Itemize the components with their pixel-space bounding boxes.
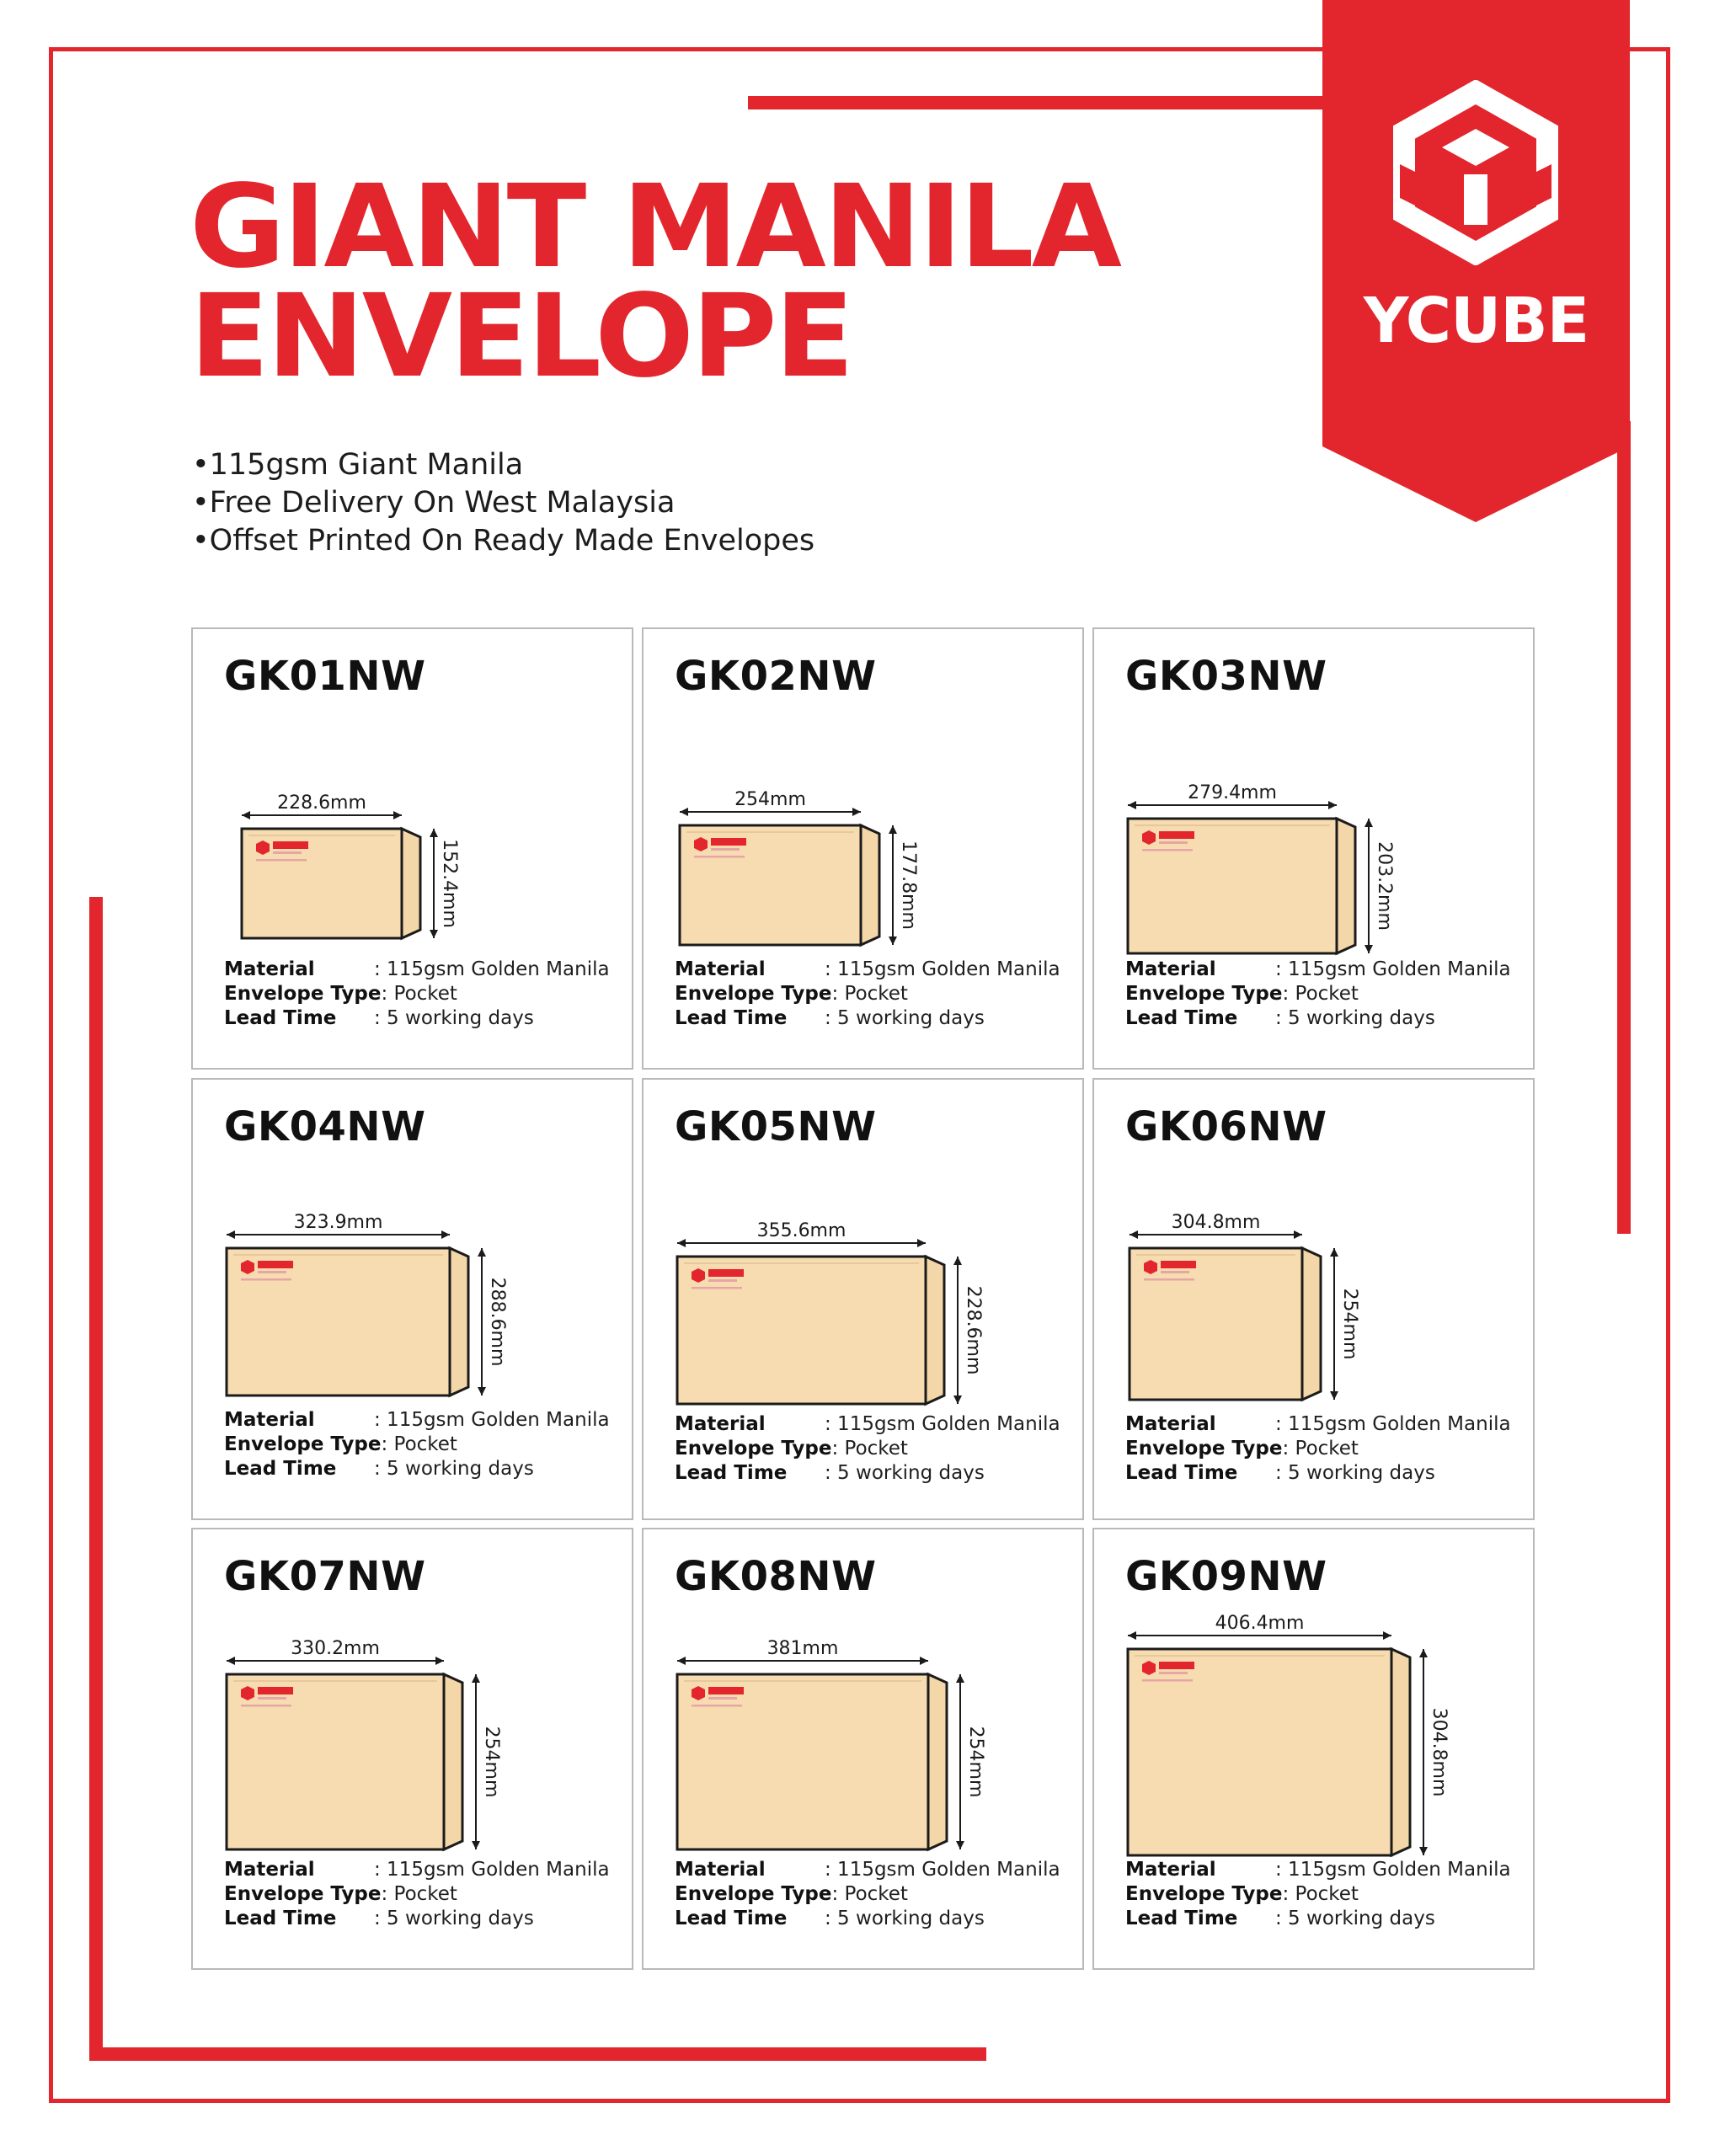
width-label: 254mm [734, 789, 806, 810]
page-title [190, 161, 1120, 403]
right-accent-bar [1617, 421, 1631, 1234]
spec-lead-time [224, 1457, 620, 1481]
spec-list [1125, 1412, 1521, 1486]
spec-value: : Pocket [1282, 983, 1359, 1005]
product-card [642, 627, 1084, 1070]
spec-value: : 5 working days [374, 1458, 534, 1480]
spec-value: : 115gsm Golden Manila [825, 1859, 1060, 1881]
spec-envelope-type [224, 1882, 620, 1907]
spec-list [675, 1412, 1071, 1486]
spec-envelope-type [1125, 1437, 1521, 1461]
envelope-body [227, 1674, 444, 1849]
height-dimension-line [430, 829, 438, 938]
spec-label: Material [224, 958, 315, 980]
spec-material [675, 958, 1071, 982]
feature-item: •Free Delivery On West Malaysia [192, 486, 676, 520]
spec-label: Material [224, 1859, 315, 1881]
height-label: 203.2mm [1374, 841, 1395, 931]
spec-label: Envelope Type [224, 1433, 382, 1455]
spec-value: : 5 working days [374, 1007, 534, 1029]
envelope-flap [1302, 1248, 1321, 1400]
height-dimension-line [956, 1674, 964, 1849]
spec-value: : 115gsm Golden Manila [1275, 1859, 1511, 1881]
height-label: 254mm [1339, 1288, 1360, 1360]
spec-label: Envelope Type [675, 983, 832, 1005]
spec-lead-time [224, 1907, 620, 1931]
width-label: 279.4mm [1188, 782, 1277, 803]
spec-label: Lead Time [675, 1007, 788, 1029]
spec-lead-time [1125, 1907, 1521, 1931]
spec-label: Material [1125, 958, 1216, 980]
width-label: 330.2mm [291, 1638, 380, 1659]
product-card [1092, 1528, 1535, 1970]
envelope-flap [926, 1257, 944, 1404]
height-label: 288.6mm [487, 1277, 508, 1367]
spec-label: Lead Time [224, 1458, 337, 1480]
spec-label: Material [675, 1859, 766, 1881]
envelope-flap [444, 1674, 462, 1849]
spec-label: Envelope Type [224, 983, 382, 1005]
height-label: 177.8mm [898, 841, 919, 930]
envelope-flap [1337, 819, 1355, 953]
spec-value: : Pocket [831, 1883, 908, 1905]
spec-envelope-type [1125, 1882, 1521, 1907]
brand-logo-panel [1322, 0, 1630, 522]
spec-value: : 115gsm Golden Manila [825, 1413, 1060, 1435]
spec-value: : 115gsm Golden Manila [1275, 958, 1511, 980]
spec-material [1125, 1412, 1521, 1437]
spec-label: Envelope Type [675, 1438, 832, 1460]
envelope-flap [450, 1248, 468, 1396]
spec-label: Lead Time [1125, 1908, 1238, 1929]
product-card [642, 1078, 1084, 1520]
spec-value: : 115gsm Golden Manila [374, 958, 610, 980]
product-card [642, 1528, 1084, 1970]
spec-envelope-type [675, 982, 1071, 1006]
feature-item: •Offset Printed On Ready Made Envelopes [192, 524, 815, 558]
spec-label: Envelope Type [224, 1883, 382, 1905]
spec-lead-time [675, 1461, 1071, 1486]
spec-label: Lead Time [224, 1908, 337, 1929]
spec-value: : 5 working days [825, 1908, 985, 1929]
spec-list [675, 1858, 1071, 1931]
spec-envelope-type [1125, 982, 1521, 1006]
product-code: GK01NW [224, 653, 426, 700]
product-card [191, 1528, 633, 1970]
width-label: 381mm [766, 1638, 839, 1659]
spec-envelope-type [224, 982, 620, 1006]
spec-list [224, 958, 620, 1031]
spec-value: : 5 working days [374, 1908, 534, 1929]
product-code: GK02NW [675, 653, 877, 700]
spec-label: Envelope Type [675, 1883, 832, 1905]
product-code: GK04NW [224, 1103, 426, 1150]
spec-value: : 115gsm Golden Manila [374, 1409, 610, 1431]
spec-lead-time [224, 1006, 620, 1031]
ycube-cube-icon [1383, 80, 1568, 265]
product-code: GK07NW [224, 1553, 426, 1600]
height-dimension-line [953, 1257, 962, 1404]
spec-lead-time [675, 1907, 1071, 1931]
width-label: 228.6mm [277, 792, 366, 814]
spec-list [224, 1858, 620, 1931]
height-label: 254mm [481, 1726, 502, 1798]
height-label: 228.6mm [963, 1285, 984, 1375]
spec-envelope-type [675, 1437, 1071, 1461]
spec-material [1125, 1858, 1521, 1882]
spec-lead-time [675, 1006, 1071, 1031]
height-label: 152.4mm [439, 839, 460, 928]
envelope-body [227, 1248, 450, 1396]
envelope-body [677, 1257, 926, 1404]
spec-value: : Pocket [1282, 1883, 1359, 1905]
spec-material [224, 1858, 620, 1882]
top-accent-bar [748, 96, 1338, 109]
spec-value: : Pocket [831, 983, 908, 1005]
spec-value: : Pocket [381, 1883, 457, 1905]
spec-lead-time [1125, 1461, 1521, 1486]
height-dimension-line [478, 1248, 486, 1396]
spec-label: Material [1125, 1413, 1216, 1435]
spec-material [224, 958, 620, 982]
product-code: GK08NW [675, 1553, 877, 1600]
spec-label: Material [675, 958, 766, 980]
spec-material [675, 1412, 1071, 1437]
spec-value: : 5 working days [825, 1007, 985, 1029]
width-label: 323.9mm [293, 1212, 383, 1233]
spec-label: Lead Time [675, 1908, 788, 1929]
spec-value: : 5 working days [1275, 1908, 1435, 1929]
spec-value: : 5 working days [1275, 1007, 1435, 1029]
width-label: 406.4mm [1215, 1613, 1305, 1634]
spec-lead-time [1125, 1006, 1521, 1031]
product-card [1092, 1078, 1535, 1520]
spec-label: Lead Time [1125, 1007, 1238, 1029]
left-accent-bar [89, 897, 103, 2061]
spec-label: Lead Time [224, 1007, 337, 1029]
envelope-flap [1391, 1649, 1410, 1855]
spec-label: Lead Time [1125, 1462, 1238, 1484]
spec-list [1125, 1858, 1521, 1931]
height-dimension-line [1330, 1248, 1338, 1400]
height-label: 304.8mm [1429, 1707, 1450, 1797]
height-dimension-line [889, 825, 897, 945]
spec-material [1125, 958, 1521, 982]
title-line-2: ENVELOPE [190, 270, 852, 403]
product-card [191, 627, 633, 1070]
spec-label: Lead Time [675, 1462, 788, 1484]
product-code: GK03NW [1125, 653, 1327, 700]
spec-label: Material [1125, 1859, 1216, 1881]
height-dimension-line [472, 1674, 480, 1849]
title-line-1: GIANT MANILA [190, 161, 1120, 294]
spec-value: : 115gsm Golden Manila [825, 958, 1060, 980]
height-label: 254mm [965, 1726, 986, 1798]
height-dimension-line [1419, 1649, 1428, 1855]
spec-value: : Pocket [831, 1438, 908, 1460]
brand-name: YCUBE [1363, 285, 1589, 357]
spec-value: : Pocket [381, 1433, 457, 1455]
envelope-body [677, 1674, 928, 1849]
spec-value: : Pocket [1282, 1438, 1359, 1460]
feature-list [192, 446, 814, 560]
feature-item: •115gsm Giant Manila [192, 448, 524, 482]
product-card [191, 1078, 633, 1520]
product-code: GK09NW [1125, 1553, 1327, 1600]
spec-value: : 115gsm Golden Manila [1275, 1413, 1511, 1435]
product-card [1092, 627, 1535, 1070]
spec-list [224, 1408, 620, 1481]
product-code: GK05NW [675, 1103, 877, 1150]
envelope-flap [928, 1674, 947, 1849]
product-code: GK06NW [1125, 1103, 1327, 1150]
spec-label: Envelope Type [1125, 1883, 1283, 1905]
spec-value: : 5 working days [825, 1462, 985, 1484]
spec-label: Envelope Type [1125, 1438, 1283, 1460]
spec-list [1125, 958, 1521, 1031]
width-label: 304.8mm [1171, 1212, 1261, 1233]
spec-label: Material [224, 1409, 315, 1431]
height-dimension-line [1365, 819, 1373, 953]
bottom-accent-bar [89, 2047, 986, 2061]
spec-list [675, 958, 1071, 1031]
spec-envelope-type [224, 1433, 620, 1457]
spec-material [675, 1858, 1071, 1882]
envelope-flap [402, 829, 420, 938]
spec-material [224, 1408, 620, 1433]
spec-value: : Pocket [381, 983, 457, 1005]
spec-value: : 5 working days [1275, 1462, 1435, 1484]
width-label: 355.6mm [756, 1220, 846, 1241]
spec-label: Envelope Type [1125, 983, 1283, 1005]
spec-label: Material [675, 1413, 766, 1435]
envelope-flap [861, 825, 879, 945]
spec-value: : 115gsm Golden Manila [374, 1859, 610, 1881]
spec-envelope-type [675, 1882, 1071, 1907]
